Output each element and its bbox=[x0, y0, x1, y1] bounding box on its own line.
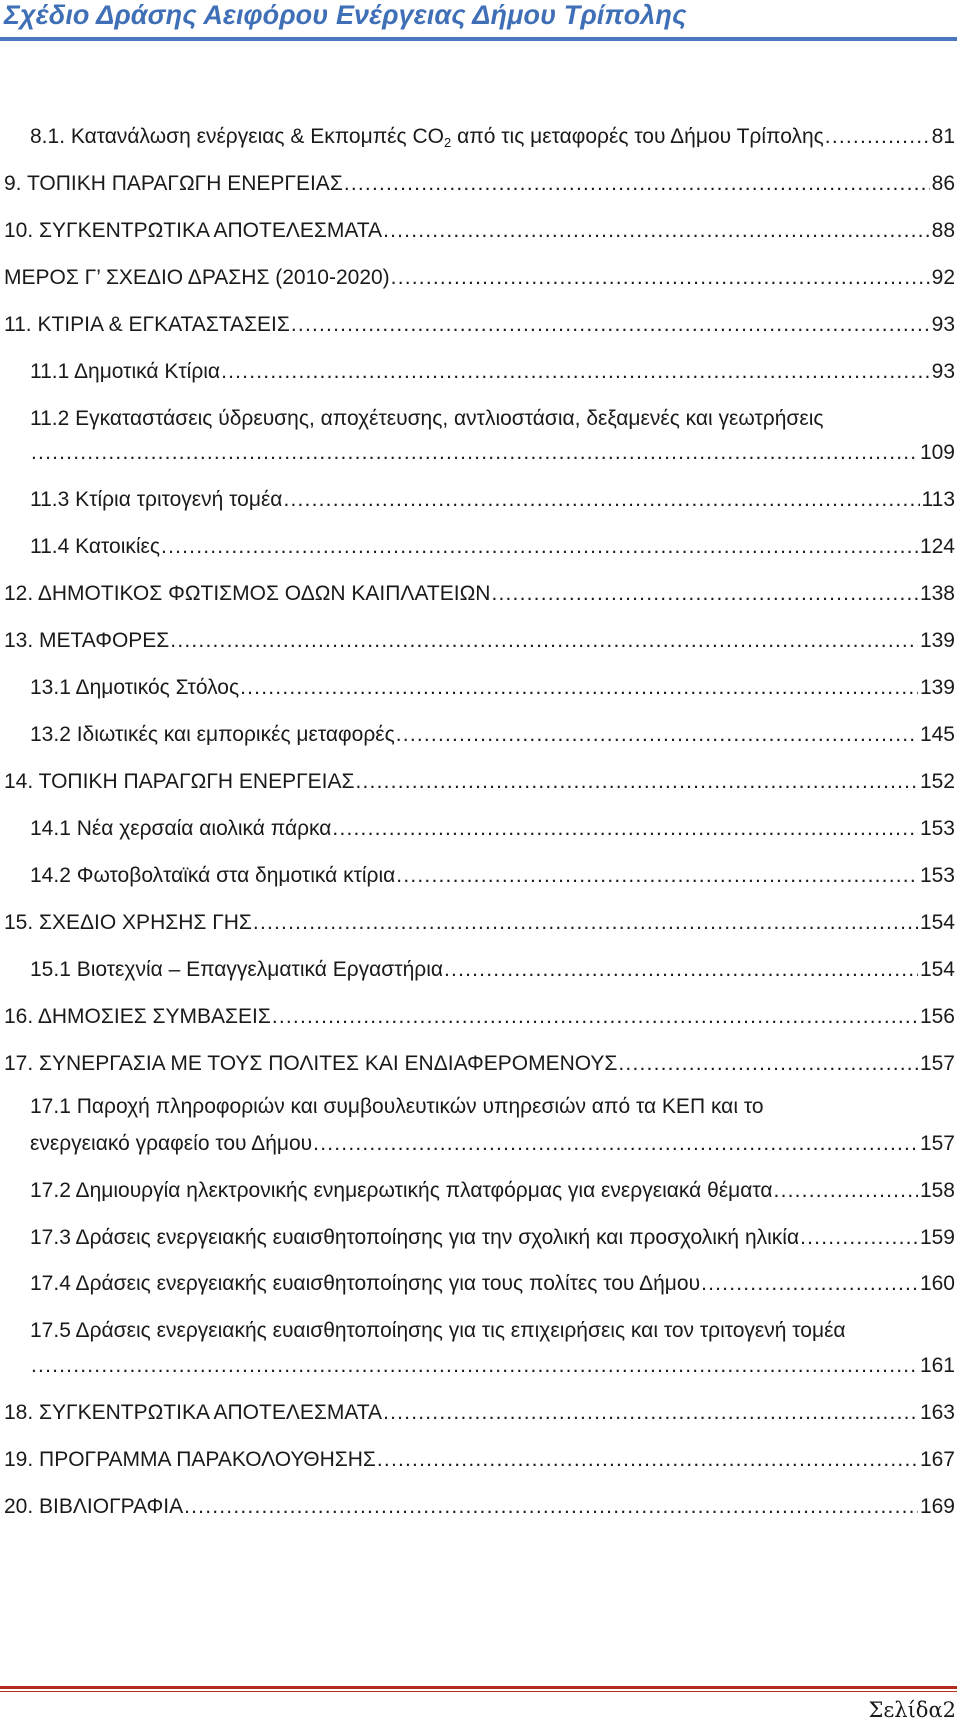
toc-leader-dots bbox=[31, 440, 918, 466]
toc-entry-label: 10. ΣΥΓΚΕΝΤΡΩΤΙΚΑ ΑΠΟΤΕΛΕΣΜΑΤΑ bbox=[4, 219, 383, 242]
toc-entry[interactable] bbox=[4, 312, 955, 338]
toc-entry-label: 11.1 Δημοτικά Κτίρια bbox=[30, 360, 221, 383]
toc-entry-label: 16. ΔΗΜΟΣΙΕΣ ΣΥΜΒΑΣΕΙΣ bbox=[4, 1005, 271, 1028]
toc-leader-dots bbox=[618, 1051, 918, 1077]
toc-entry-label: 19. ΠΡΟΓΡΑΜΜΑ ΠΑΡΑΚΟΛΟΥΘΗΣΗΣ bbox=[4, 1448, 376, 1471]
toc-entry[interactable] bbox=[30, 1271, 955, 1297]
toc-entry-continuation[interactable] bbox=[30, 1131, 955, 1157]
toc-entry-label: 14.1 Νέα χερσαία αιολικά πάρκα bbox=[30, 817, 332, 840]
toc-page-number: 167 bbox=[919, 1448, 955, 1471]
toc-page-number: 145 bbox=[919, 723, 955, 746]
toc-entry-label: 14. ΤΟΠΙΚΗ ΠΑΡΑΓΩΓΗ ΕΝΕΡΓΕΙΑΣ bbox=[4, 770, 355, 793]
toc-leader-dots bbox=[800, 1225, 918, 1251]
toc-entry-label: 9. ΤΟΠΙΚΗ ΠΑΡΑΓΩΓΗ ΕΝΕΡΓΕΙΑΣ bbox=[4, 172, 343, 195]
toc-entry[interactable] bbox=[30, 1178, 955, 1204]
toc-entry[interactable] bbox=[30, 1318, 846, 1344]
toc-entry[interactable] bbox=[30, 722, 955, 748]
toc-page-number: 159 bbox=[919, 1226, 955, 1249]
toc-entry-label: 11.3 Κτίρια τριτογενή τομέα bbox=[30, 488, 283, 511]
toc-leader-dots bbox=[170, 628, 918, 654]
toc-page-number: 139 bbox=[919, 676, 955, 699]
toc-page-number: 93 bbox=[931, 313, 955, 336]
toc-entry-continuation[interactable] bbox=[30, 440, 955, 466]
page-number-label: Σελίδα2 bbox=[868, 1698, 956, 1722]
toc-leader-dots bbox=[444, 957, 918, 983]
toc-page-number: 139 bbox=[919, 629, 955, 652]
toc-entry-continuation[interactable] bbox=[30, 1353, 955, 1379]
toc-page-number: 109 bbox=[919, 441, 955, 464]
toc-entry-label: 17.2 Δημιουργία ηλεκτρονικής ενημερωτικής πλατφόρμας για ενεργειακά θέματα bbox=[30, 1179, 773, 1202]
toc-page-number: 154 bbox=[919, 911, 955, 934]
toc-leader-dots bbox=[253, 910, 918, 936]
toc-page-number: 153 bbox=[919, 817, 955, 840]
toc-leader-dots bbox=[272, 1004, 918, 1030]
toc-page-number: 92 bbox=[931, 266, 955, 289]
toc-entry-label: 11. ΚΤΙΡΙΑ & ΕΓΚΑΤΑΣΤΑΣΕΙΣ bbox=[4, 313, 290, 336]
toc-page-number: 169 bbox=[919, 1495, 955, 1518]
toc-page-number: 88 bbox=[931, 219, 955, 242]
toc-leader-dots bbox=[396, 863, 918, 889]
toc-leader-dots bbox=[377, 1447, 918, 1473]
toc-page-number: 81 bbox=[931, 125, 955, 148]
toc-entry-label: 13.1 Δημοτικός Στόλος bbox=[30, 676, 240, 699]
toc-leader-dots bbox=[344, 171, 930, 197]
toc-leader-dots bbox=[491, 581, 918, 607]
toc-entry[interactable] bbox=[4, 265, 955, 291]
toc-entry-label: 13. ΜΕΤΑΦΟΡΕΣ bbox=[4, 629, 170, 652]
toc-entry-label: 17.1 Παροχή πληροφοριών και συμβουλευτικών υπηρεσιών από τα ΚΕΠ και το bbox=[30, 1095, 764, 1118]
toc-entry-label: 20. ΒΙΒΛΙΟΓΡΑΦΙΑ bbox=[4, 1495, 184, 1518]
toc-leader-dots bbox=[184, 1494, 918, 1520]
toc-page-number: 160 bbox=[919, 1272, 955, 1295]
toc-leader-dots bbox=[313, 1131, 918, 1157]
toc-page-number: 154 bbox=[919, 958, 955, 981]
toc-page-number: 152 bbox=[919, 770, 955, 793]
toc-entry-label: 15.1 Βιοτεχνία – Επαγγελματικά Εργαστήρια bbox=[30, 958, 443, 981]
toc-entry-label: 15. ΣΧΕΔΙΟ ΧΡΗΣΗΣ ΓΗΣ bbox=[4, 911, 252, 934]
toc-page-number: 153 bbox=[919, 864, 955, 887]
toc-entry[interactable] bbox=[30, 816, 955, 842]
toc-entry[interactable] bbox=[4, 628, 955, 654]
toc-entry-label: 12. ΔΗΜΟΤΙΚΟΣ ΦΩΤΙΣΜΟΣ ΟΔΩΝ ΚΑΙΠΛΑΤΕΙΩΝ bbox=[4, 582, 491, 605]
toc-leader-dots bbox=[332, 816, 918, 842]
toc-entry[interactable] bbox=[30, 675, 955, 701]
toc-leader-dots bbox=[396, 722, 918, 748]
toc-entry[interactable] bbox=[30, 124, 955, 152]
toc-leader-dots bbox=[31, 1353, 918, 1379]
toc-entry[interactable] bbox=[4, 1004, 955, 1030]
toc-page-number: 156 bbox=[919, 1005, 955, 1028]
toc-page-number: 138 bbox=[919, 582, 955, 605]
toc-entry-label: 8.1. Κατανάλωση ενέργειας & Εκπομπές CO2 από τις μεταφορές του Δήμου Τρίπολης bbox=[30, 125, 824, 150]
toc-entry[interactable] bbox=[30, 863, 955, 889]
toc-entry-label: 17.5 Δράσεις ενεργειακής ευαισθητοποίησης για τις επιχειρήσεις και τον τριτογενή τομέα bbox=[30, 1319, 846, 1342]
toc-entry-label: 13.2 Ιδιωτικές και εμπορικές μεταφορές bbox=[30, 723, 395, 746]
toc-entry[interactable] bbox=[4, 1447, 955, 1473]
toc-page-number: 93 bbox=[931, 360, 955, 383]
toc-entry[interactable] bbox=[4, 910, 955, 936]
footer-divider bbox=[0, 1686, 957, 1689]
toc-entry[interactable] bbox=[30, 1094, 764, 1120]
toc-entry-label: ΜΕΡΟΣ Γ’ ΣΧΕΔΙΟ ΔΡΑΣΗΣ (2010-2020) bbox=[4, 266, 390, 289]
toc-entry-label: 17.4 Δράσεις ενεργειακής ευαισθητοποίησης για τους πολίτες του Δήμου bbox=[30, 1272, 701, 1295]
toc-leader-dots bbox=[774, 1178, 918, 1204]
toc-leader-dots bbox=[825, 124, 930, 150]
toc-entry-label: 11.4 Κατοικίες bbox=[30, 535, 161, 558]
toc-entry[interactable] bbox=[4, 769, 955, 795]
toc-entry[interactable] bbox=[30, 359, 955, 385]
toc-leader-dots bbox=[701, 1271, 918, 1297]
toc-leader-dots bbox=[355, 769, 917, 795]
toc-page-number: 158 bbox=[919, 1179, 955, 1202]
toc-page-number: 86 bbox=[931, 172, 955, 195]
toc-entry[interactable] bbox=[4, 1051, 955, 1077]
toc-page-number: 157 bbox=[919, 1132, 955, 1155]
toc-leader-dots bbox=[283, 487, 919, 513]
toc-page-number: 157 bbox=[919, 1052, 955, 1075]
toc-page-number: 113 bbox=[921, 488, 955, 511]
toc-leader-dots bbox=[161, 534, 918, 560]
toc-entry-label: ενεργειακό γραφείο του Δήμου bbox=[30, 1132, 313, 1155]
toc-entry-label: 11.2 Εγκαταστάσεις ύδρευσης, αποχέτευσης, αντλιοστάσια, δεξαμενές και γεωτρήσεις bbox=[30, 407, 824, 430]
toc-leader-dots bbox=[391, 265, 930, 291]
toc-entry-label: 18. ΣΥΓΚΕΝΤΡΩΤΙΚΑ ΑΠΟΤΕΛΕΣΜΑΤΑ bbox=[4, 1401, 383, 1424]
toc-entry[interactable] bbox=[30, 487, 955, 513]
toc-entry-label: 14.2 Φωτοβολταϊκά στα δημοτικά κτίρια bbox=[30, 864, 396, 887]
toc-leader-dots bbox=[240, 675, 918, 701]
toc-entry[interactable] bbox=[4, 1494, 955, 1520]
toc-entry[interactable] bbox=[4, 171, 955, 197]
toc-entry[interactable] bbox=[30, 406, 824, 432]
toc-entry-label: 17.3 Δράσεις ενεργειακής ευαισθητοποίησης για την σχολική και προσχολική ηλικία bbox=[30, 1226, 800, 1249]
toc-entry[interactable] bbox=[4, 581, 955, 607]
toc-leader-dots bbox=[383, 1400, 918, 1426]
toc-entry[interactable] bbox=[30, 957, 955, 983]
toc-leader-dots bbox=[291, 312, 930, 338]
toc-entry[interactable] bbox=[4, 1400, 955, 1426]
toc-page-number: 161 bbox=[919, 1354, 955, 1377]
toc-entry[interactable] bbox=[30, 1225, 955, 1251]
toc-page-number: 124 bbox=[919, 535, 955, 558]
toc-entry-label: 17. ΣΥΝΕΡΓΑΣΙΑ ΜΕ ΤΟΥΣ ΠΟΛΙΤΕΣ ΚΑΙ ΕΝΔΙΑΦΕΡΟΜΕΝΟΥΣ bbox=[4, 1052, 618, 1075]
footer-divider-thin bbox=[0, 1691, 957, 1692]
toc-leader-dots bbox=[383, 218, 930, 244]
toc-leader-dots bbox=[221, 359, 930, 385]
toc-entry[interactable] bbox=[4, 218, 955, 244]
document-title: Σχέδιο Δράσης Αειφόρου Ενέργειας Δήμου Τρίπολης bbox=[4, 0, 687, 30]
toc-entry[interactable] bbox=[30, 534, 955, 560]
toc-page-number: 163 bbox=[919, 1401, 955, 1424]
